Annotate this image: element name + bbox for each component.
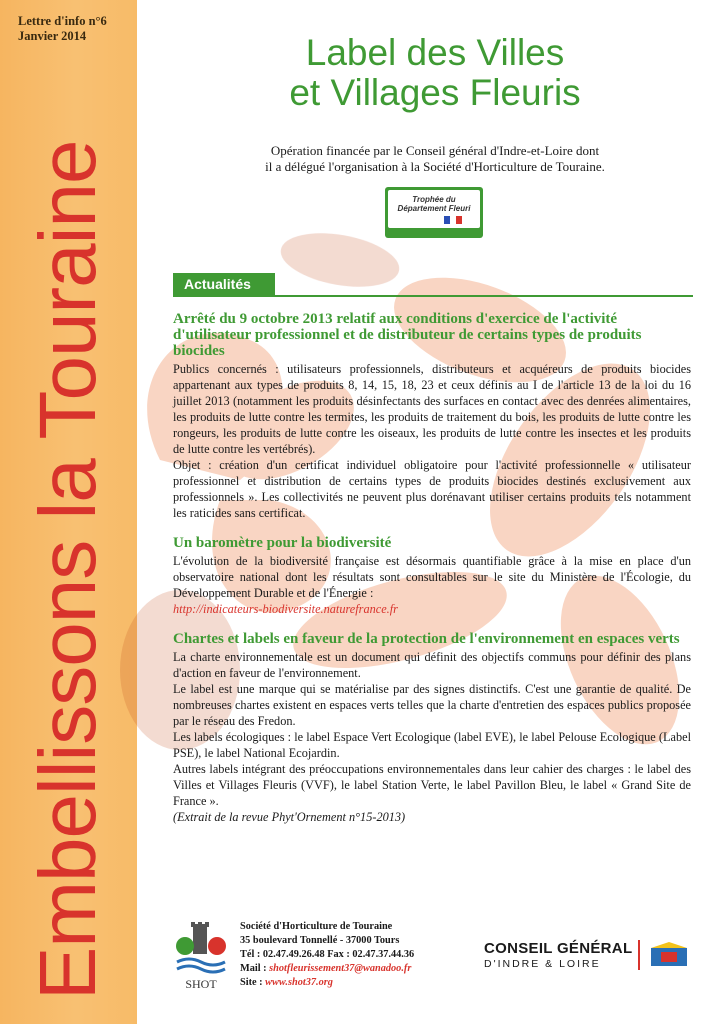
article-paragraph: Le label est une marque qui se matérialise par des signes distinctifs. C'est une garantie de qualité. De nombreuses chartes existent en espaces verts telles que la charte d'entretien des espaces publics proposée par le réseau des Fredon.	[173, 682, 691, 728]
article-heading: Un baromètre pour la biodiversité	[173, 535, 392, 551]
articles	[173, 311, 691, 839]
trophy-text	[388, 190, 480, 213]
title-line-1: Label des Villes	[305, 32, 565, 73]
footer-address: 35 boulevard Tonnellé - 37000 Tours	[240, 935, 400, 946]
shot-logo-icon	[175, 922, 227, 992]
trophy-panel	[388, 190, 480, 228]
article-biodiversity	[173, 535, 691, 617]
subtitle-line-1: Opération financée par le Conseil général d'Indre-et-Loire dont	[270, 143, 600, 158]
article-biocides	[173, 311, 691, 521]
issue-number: Lettre d'info n°6	[18, 14, 107, 28]
subtitle-line-2: il a délégué l'organisation à la Société d'Horticulture de Touraine.	[265, 159, 605, 174]
title-line-2: et Villages Fleuris	[289, 72, 581, 113]
footer-contact	[240, 920, 480, 990]
footer-site[interactable]: www.shot37.org	[265, 977, 333, 988]
article-paragraph: Publics concernés : utilisateurs professionnels, distributeurs et acquéreurs de produits biocides appartenant aux types de produits 8, 14, 15, 18, 23 et ceux définis au I de l'article 13 de la loi du 16 juillet 2013 (notamment les produits désinfectants des surfaces en contact avec des denrées alimentaires, les produits de lutte contre les termites, les produits de traitement du bois, les produits de lutte contre les rongeurs, les produits de lutte contre les oiseaux, les produits de lutte contre les insectes et les produits de lutte contre les vertébrés).	[173, 362, 691, 456]
footer-mail[interactable]: shotfleurissement37@wanadoo.fr	[269, 963, 412, 974]
section-divider	[173, 295, 693, 297]
cg-emblem-icon	[647, 942, 691, 968]
biodiversity-link[interactable]: http://indicateurs-biodiversite.naturefrance.fr	[173, 602, 398, 616]
vertical-title: Embellissons la Touraine	[23, 140, 112, 1000]
footer-mail-row	[240, 962, 480, 976]
cg-name: CONSEIL GÉNÉRAL	[484, 940, 633, 957]
shot-logo-text: SHOT	[185, 977, 217, 991]
footer-site-label: Site :	[240, 977, 266, 988]
article-paragraph: Les labels écologiques : le label Espace Vert Ecologique (label EVE), le label Pelouse Ecologique (Label PSE), le label National Ecojardin.	[173, 730, 691, 760]
flag-icon	[444, 216, 462, 224]
footer-mail-label: Mail :	[240, 963, 270, 974]
trophy-line-2: Département Fleuri	[397, 204, 471, 213]
cg-subtitle: D'INDRE & LOIRE	[484, 958, 601, 970]
subtitle	[215, 143, 655, 175]
trophy-badge	[385, 187, 483, 238]
cg-divider	[638, 940, 640, 970]
page-title	[205, 33, 665, 113]
footer-phone: Tél : 02.47.49.26.48 Fax : 02.47.37.44.36	[240, 949, 415, 960]
article-source: (Extrait de la revue Phyt'Ornement n°15-2013)	[173, 810, 406, 824]
trophy-line-1: Trophée du	[412, 195, 456, 204]
issue-info	[18, 14, 128, 44]
conseil-general-logo	[484, 940, 699, 980]
article-paragraph: Objet : création d'un certificat individuel obligatoire pour l'activité professionnelle « utilisateur professionnel et distribution de certains types de produits biocides destinés exclusivement aux professionnels ». Les collectivités ne peuvent plus dorénavant utiliser certains produits tels notamment les raticides sans certificat.	[173, 458, 691, 520]
footer-org: Société d'Horticulture de Touraine	[240, 921, 393, 932]
article-heading: Chartes et labels en faveur de la protection de l'environnement en espaces verts	[173, 631, 680, 647]
article-labels	[173, 631, 691, 825]
section-label: Actualités	[173, 273, 275, 295]
article-heading: Arrêté du 9 octobre 2013 relatif aux conditions d'exercice de l'activité d'utilisateur professionnel et de distributeur de certains types de produits biocides	[173, 311, 642, 359]
article-paragraph: L'évolution de la biodiversité française est désormais quantifiable grâce à la mise en place d'un observatoire national dont les résultats sont consultables sur le site du Ministère de l'Écologie, du Développement Durable et de l'Énergie :	[173, 554, 691, 600]
article-paragraph: Autres labels intégrant des préoccupations environnementales dans leur cahier des charges : le label des Villes et Villages Fleuris (VVF), le label Station Verte, le label Pavillon Bleu, le label « Grand Site de France ».	[173, 762, 691, 808]
article-paragraph: La charte environnementale est un document qui définit des objectifs communs pour définir des plans d'action en faveur de l'environnement.	[173, 650, 691, 680]
footer-site-row	[240, 976, 480, 990]
issue-date: Janvier 2014	[18, 29, 87, 43]
